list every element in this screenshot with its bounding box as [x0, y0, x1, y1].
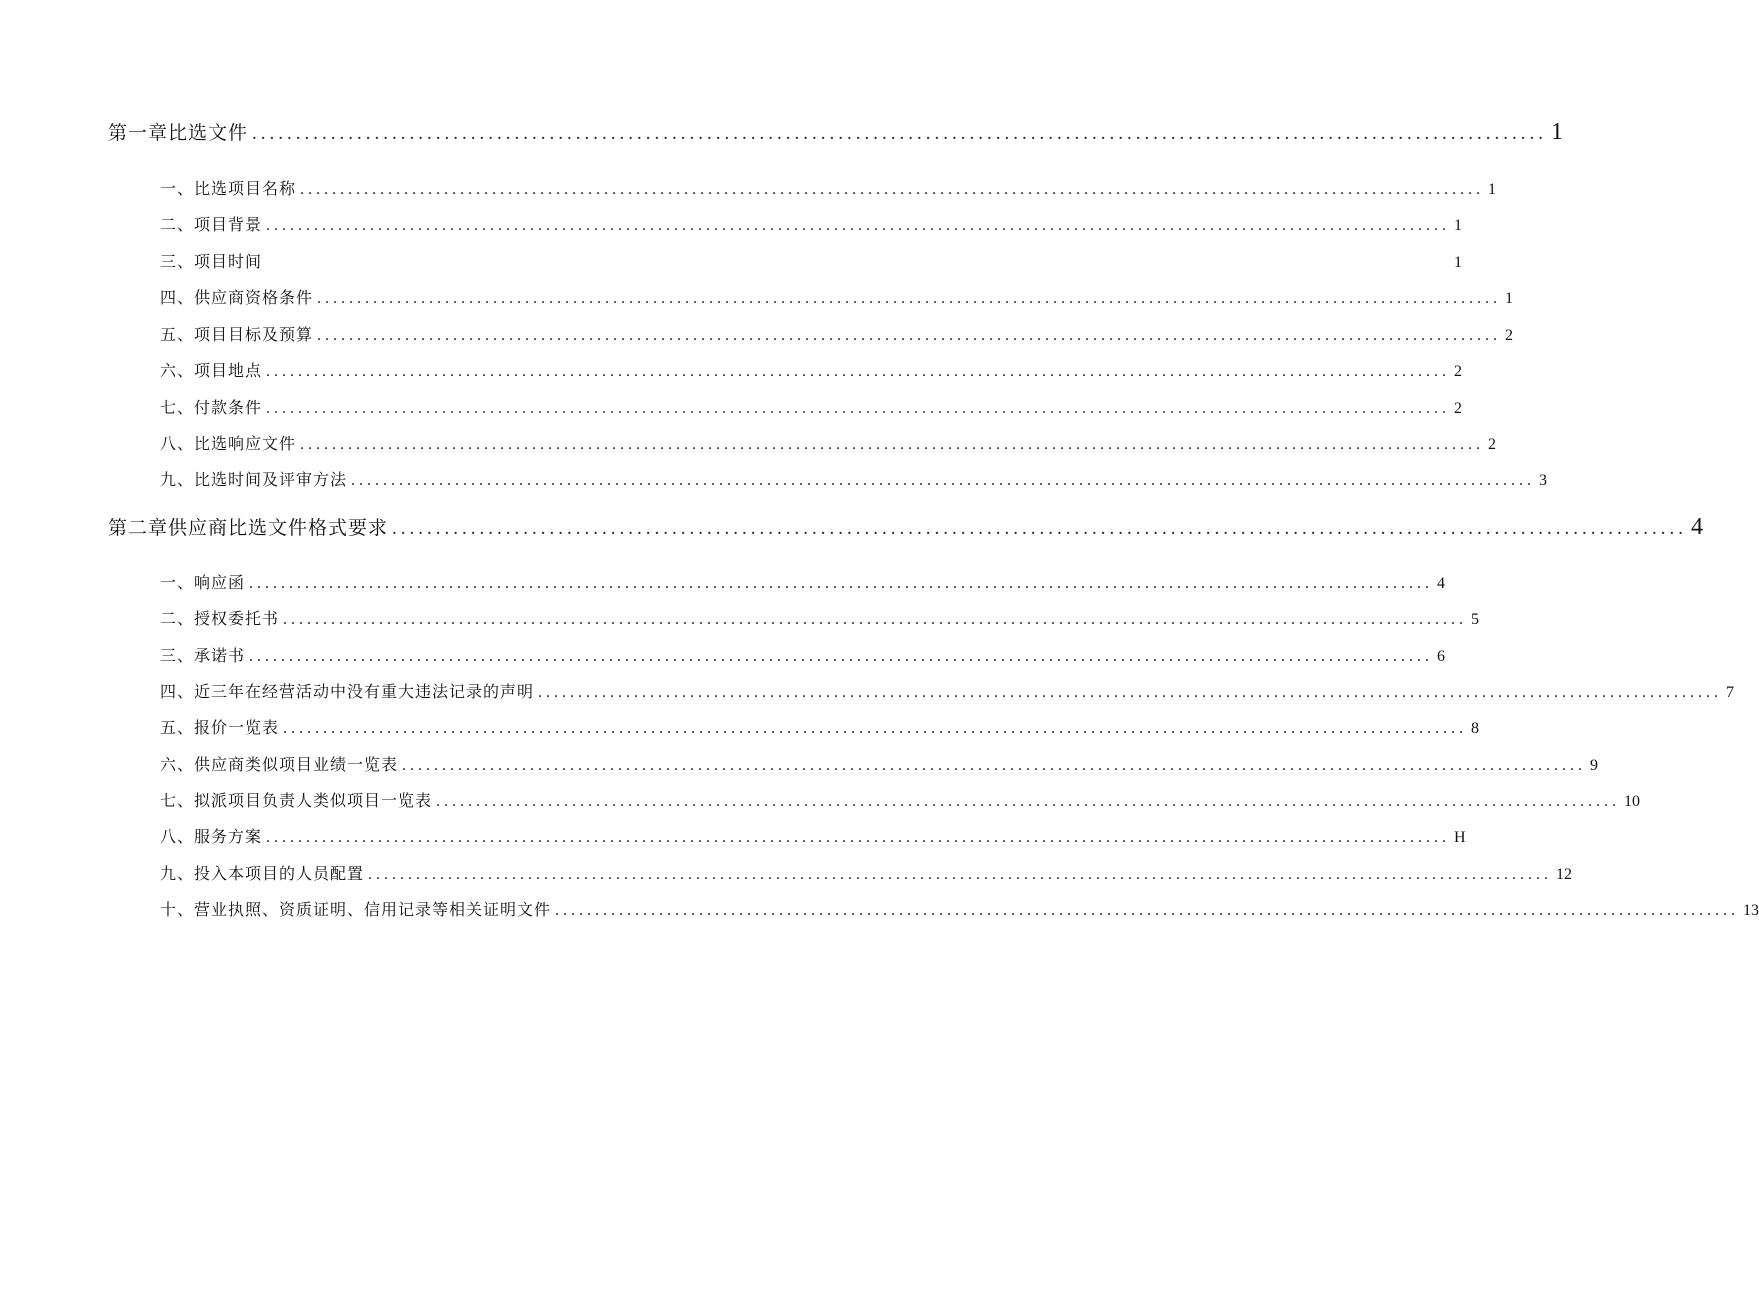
chapter-title: 第二章供应商比选文件格式要求 [108, 517, 389, 539]
entry-label: 七、付款条件 [160, 398, 263, 417]
page-number: 13 [1743, 902, 1759, 919]
entry-label: 二、授权委托书 [160, 609, 280, 628]
page-number: 3 [1539, 472, 1548, 489]
page-number: 12 [1556, 866, 1573, 883]
page-number: 4 [1691, 514, 1704, 540]
entry-label: 九、比选时间及评审方法 [160, 470, 348, 489]
entry-label: 七、拟派项目负责人类似项目一览表 [160, 791, 433, 810]
entry-label: 三、项目时间 [160, 252, 263, 271]
page-number: 2 [1454, 363, 1463, 380]
toc-entry[interactable] [160, 395, 1463, 418]
toc-entry[interactable] [160, 752, 1599, 775]
page-number: 1 [1551, 119, 1564, 145]
page-number: 1 [1488, 181, 1497, 198]
page-number: 6 [1437, 648, 1446, 665]
dot-leader: .................................................................................................................................................... [392, 518, 1688, 539]
toc-entry[interactable] [160, 679, 1735, 702]
entry-label: 八、服务方案 [160, 827, 263, 846]
entry-label: 四、供应商资格条件 [160, 288, 314, 307]
dot-leader: .................................................................................................................................................... [266, 363, 1451, 380]
page-number: 2 [1505, 327, 1514, 344]
toc-entry[interactable] [160, 824, 1466, 847]
dot-leader: .................................................................................................................................................... [317, 290, 1502, 307]
page-number: 7 [1726, 684, 1735, 701]
toc-entry[interactable] [160, 212, 1463, 235]
toc-entry[interactable] [160, 431, 1497, 454]
entry-label: 八、比选响应文件 [160, 434, 297, 453]
page-number: 5 [1471, 611, 1480, 628]
entry-label: 五、项目目标及预算 [160, 325, 314, 344]
page-number: H [1454, 829, 1466, 846]
toc-entry[interactable] [160, 249, 1463, 272]
toc-chapter-2[interactable] [108, 513, 1704, 541]
toc-entry[interactable] [160, 606, 1480, 629]
entry-label: 四、近三年在经营活动中没有重大违法记录的声明 [160, 682, 535, 701]
entry-label: 九、投入本项目的人员配置 [160, 864, 365, 883]
dot-leader: .................................................................................................................................................... [252, 123, 1548, 144]
page-number: 1 [1505, 290, 1514, 307]
entry-label: 一、比选项目名称 [160, 179, 297, 198]
entry-label: 五、报价一览表 [160, 718, 280, 737]
dot-leader: .................................................................................................................................................... [538, 684, 1723, 701]
toc-entry[interactable] [160, 467, 1548, 490]
entry-label: 六、供应商类似项目业绩一览表 [160, 755, 399, 774]
dot-leader: .................................................................................................................................................... [249, 575, 1434, 592]
toc-entry[interactable] [160, 358, 1463, 381]
page-number: 2 [1454, 400, 1463, 417]
entry-label: 一、响应函 [160, 573, 246, 592]
dot-leader: .................................................................................................................................................... [266, 829, 1451, 846]
page-number: 4 [1437, 575, 1446, 592]
entry-label: 十、营业执照、资质证明、信用记录等相关证明文件 [160, 900, 552, 919]
toc-entry[interactable] [160, 176, 1497, 199]
dot-leader: .................................................................................................................................................... [266, 400, 1451, 417]
dot-leader: .................................................................................................................................................... [266, 217, 1451, 234]
dot-leader: .................................................................................................................................................... [300, 436, 1485, 453]
toc-entry[interactable] [160, 861, 1573, 884]
toc-entry[interactable] [160, 570, 1446, 593]
toc-entry[interactable] [160, 322, 1514, 345]
entry-label: 三、承诺书 [160, 646, 246, 665]
dot-leader: .................................................................................................................................................... [283, 720, 1468, 737]
toc-chapter-1[interactable] [108, 118, 1564, 146]
page-number: 9 [1590, 757, 1599, 774]
toc-entry[interactable] [160, 285, 1514, 308]
dot-leader: .................................................................................................................................................... [351, 472, 1536, 489]
page-number: 2 [1488, 436, 1497, 453]
dot-leader: .................................................................................................................................................... [249, 648, 1434, 665]
dot-leader: .................................................................................................................................................... [283, 611, 1468, 628]
dot-leader: .................................................................................................................................................... [402, 757, 1587, 774]
toc-entry[interactable] [160, 788, 1641, 811]
dot-leader: .................................................................................................................................................... [368, 866, 1553, 883]
toc-entry[interactable] [160, 643, 1446, 666]
page-number: 1 [1454, 254, 1463, 271]
toc-entry[interactable] [160, 897, 1759, 920]
page-number: 8 [1471, 720, 1480, 737]
chapter-title: 第一章比选文件 [108, 122, 249, 144]
dot-leader: .................................................................................................................................................... [436, 793, 1621, 810]
page-number: 1 [1454, 217, 1463, 234]
entry-label: 六、项目地点 [160, 361, 263, 380]
dot-leader: .................................................................................................................................................... [555, 902, 1740, 919]
dot-leader: .................................................................................................................................................... [317, 327, 1502, 344]
entry-label: 二、项目背景 [160, 215, 263, 234]
toc-entry[interactable] [160, 715, 1480, 738]
dot-leader: .................................................................................................................................................... [300, 181, 1485, 198]
page-number: 10 [1624, 793, 1641, 810]
